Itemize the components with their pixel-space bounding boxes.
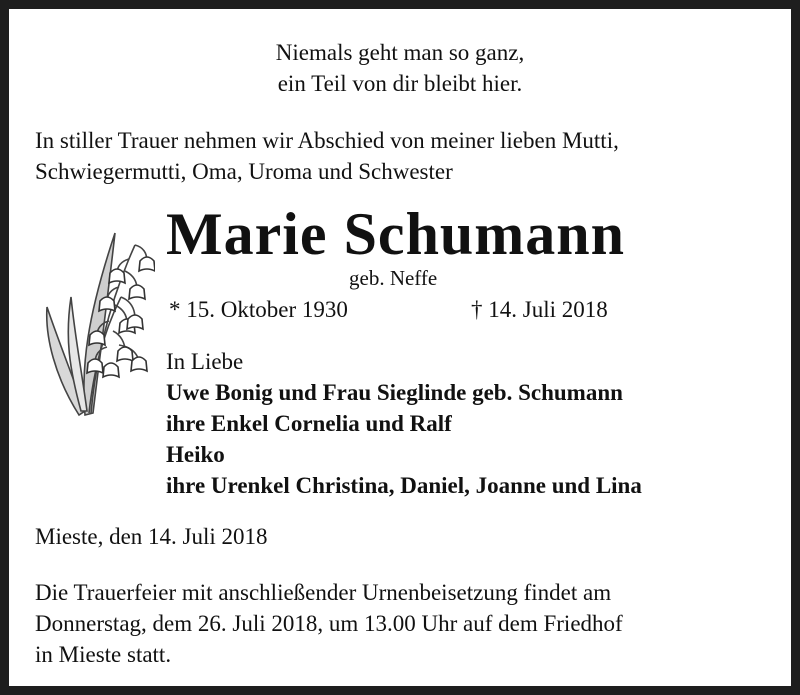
motto-line-1: Niemals geht man so ganz,: [275, 40, 525, 65]
motto-verse: [9, 37, 791, 99]
motto-line-2: ein Teil von dir bleibt hier.: [277, 71, 523, 96]
funeral-line-2: Donnerstag, dem 26. Juli 2018, um 13.00 Uhr auf dem Friedhof: [35, 611, 623, 636]
mourner-line: Heiko: [166, 442, 225, 467]
funeral-info: [35, 577, 775, 670]
birth-date: * 15. Oktober 1930: [169, 297, 348, 322]
birth-name: geb. Neffe: [349, 266, 438, 290]
intro-line-1: In stiller Trauer nehmen wir Abschied von meiner lieben Mutti,: [35, 128, 619, 153]
intro-line-2: Schwiegermutti, Oma, Uroma und Schwester: [35, 159, 453, 184]
mourners-intro: In Liebe: [166, 349, 244, 374]
place-and-date: Mieste, den 14. Juli 2018: [35, 524, 268, 549]
deceased-name: Marie Schumann: [166, 201, 626, 267]
lily-of-the-valley-icon: [35, 227, 155, 422]
mourner-line: Uwe Bonig und Frau Sieglinde geb. Schumann: [166, 380, 623, 405]
mourners-block: [166, 346, 642, 501]
mourning-intro: [35, 125, 775, 187]
mourner-line: ihre Enkel Cornelia und Ralf: [166, 411, 452, 436]
mourner-line: ihre Urenkel Christina, Daniel, Joanne und Lina: [166, 473, 642, 498]
death-date: † 14. Juli 2018: [471, 297, 608, 322]
funeral-line-3: in Mieste statt.: [35, 642, 172, 667]
funeral-line-1: Die Trauerfeier mit anschließender Urnenbeisetzung findet am: [35, 580, 612, 605]
